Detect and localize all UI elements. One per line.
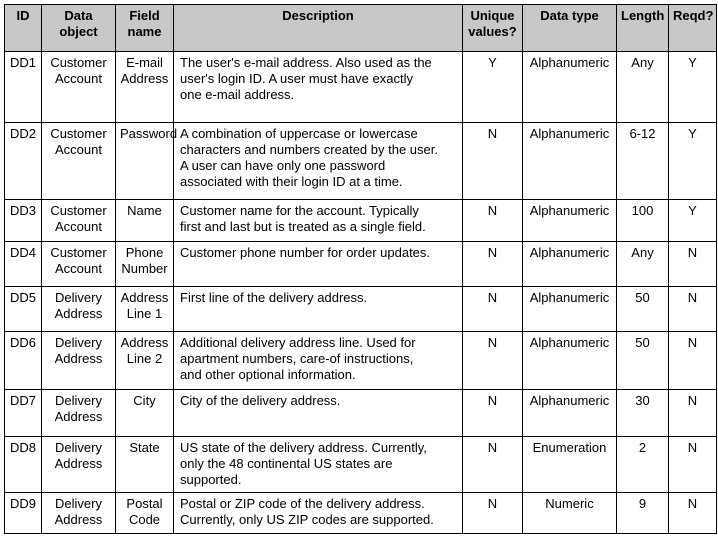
cell-unique-values: N [463,123,523,200]
header-id: ID [5,5,42,52]
cell-id: DD9 [5,493,42,534]
header-length: Length [617,5,669,52]
description-line: Postal or ZIP code of the delivery address. [180,496,425,511]
cell-unique-values: N [463,332,523,390]
description-line: A user can have only one password [180,158,386,173]
table-row [5,200,717,242]
cell-length: 50 [617,332,669,390]
cell-required: Y [669,52,717,123]
cell-length: 50 [617,287,669,332]
cell-length: 6-12 [617,123,669,200]
cell-length: 100 [617,200,669,242]
cell-data-type: Alphanumeric [523,200,617,242]
cell-data-object: Customer Account [42,242,116,287]
cell-id: DD2 [5,123,42,200]
description-line: A combination of uppercase or lowercase [180,126,418,141]
cell-data-object: Customer Account [42,123,116,200]
cell-required: N [669,242,717,287]
cell-required: N [669,390,717,437]
description-line: characters and numbers created by the user. [180,142,438,157]
cell-field-name: Phone Number [116,242,174,287]
description-line: only the 48 continental US states are [180,456,393,471]
cell-length: Any [617,52,669,123]
cell-description [174,123,463,200]
cell-field-name: Address Line 1 [116,287,174,332]
cell-description [174,242,463,287]
description-line: US state of the delivery address. Currently, [180,440,427,455]
cell-unique-values: N [463,437,523,493]
cell-length: 9 [617,493,669,534]
table-row [5,287,717,332]
cell-length: 30 [617,390,669,437]
table-row [5,332,717,390]
cell-data-object: Delivery Address [42,287,116,332]
cell-required: N [669,332,717,390]
cell-id: DD6 [5,332,42,390]
description-line: Customer phone number for order updates. [180,245,431,260]
description-line: City of the delivery address. [180,393,341,408]
table-row [5,493,717,534]
cell-description [174,200,463,242]
cell-data-object: Delivery Address [42,390,116,437]
cell-field-name: State [116,437,174,493]
description-line: associated with their login ID at a time. [180,174,403,189]
cell-id: DD4 [5,242,42,287]
cell-data-type: Alphanumeric [523,123,617,200]
cell-data-object: Delivery Address [42,437,116,493]
description-line: user's login ID. A user must have exactly [180,71,413,86]
cell-unique-values: N [463,242,523,287]
cell-data-type: Alphanumeric [523,332,617,390]
cell-unique-values: N [463,287,523,332]
cell-required: N [669,437,717,493]
cell-data-object: Customer Account [42,200,116,242]
description-line: first and last but is treated as a single field. [180,219,426,234]
description-line: and other optional information. [180,367,356,382]
cell-field-name: E-mail Address [116,52,174,123]
header-description: Description [174,5,463,52]
cell-data-type: Enumeration [523,437,617,493]
data-dictionary-table [4,4,717,534]
cell-data-type: Alphanumeric [523,52,617,123]
table-row [5,437,717,493]
cell-unique-values: Y [463,52,523,123]
description-line: one e-mail address. [180,87,295,102]
cell-id: DD7 [5,390,42,437]
cell-unique-values: N [463,200,523,242]
description-line: supported. [180,472,242,487]
cell-description [174,390,463,437]
cell-field-name: City [116,390,174,437]
table-row [5,52,717,123]
cell-data-type: Alphanumeric [523,287,617,332]
cell-field-name: Postal Code [116,493,174,534]
description-line: The user's e-mail address. Also used as the [180,55,432,70]
cell-data-type: Alphanumeric [523,390,617,437]
table-row [5,390,717,437]
table-row [5,242,717,287]
cell-unique-values: N [463,390,523,437]
cell-field-name: Name [116,200,174,242]
cell-required: N [669,493,717,534]
description-line: Additional delivery address line. Used for [180,335,416,350]
cell-data-type: Alphanumeric [523,242,617,287]
cell-unique-values: N [463,493,523,534]
header-data-type: Data type [523,5,617,52]
cell-id: DD8 [5,437,42,493]
header-field-name: Field name [116,5,174,52]
description-line: Currently, only US ZIP codes are supported. [180,512,434,527]
cell-field-name: Password [116,123,174,200]
description-line: Customer name for the account. Typically [180,203,419,218]
cell-field-name: Address Line 2 [116,332,174,390]
cell-required: Y [669,200,717,242]
cell-data-object: Delivery Address [42,493,116,534]
table-row [5,123,717,200]
cell-id: DD5 [5,287,42,332]
header-unique-values: Unique values? [463,5,523,52]
cell-description [174,437,463,493]
cell-description [174,332,463,390]
header-required: Reqd? [669,5,717,52]
cell-required: N [669,287,717,332]
description-line: apartment numbers, care-of instructions, [180,351,414,366]
header-row [5,5,717,52]
cell-data-object: Customer Account [42,52,116,123]
cell-id: DD1 [5,52,42,123]
cell-data-type: Numeric [523,493,617,534]
description-line: First line of the delivery address. [180,290,368,305]
header-data-object: Data object [42,5,116,52]
cell-length: Any [617,242,669,287]
cell-id: DD3 [5,200,42,242]
cell-data-object: Delivery Address [42,332,116,390]
cell-length: 2 [617,437,669,493]
cell-description [174,52,463,123]
cell-description [174,287,463,332]
cell-description [174,493,463,534]
cell-required: Y [669,123,717,200]
